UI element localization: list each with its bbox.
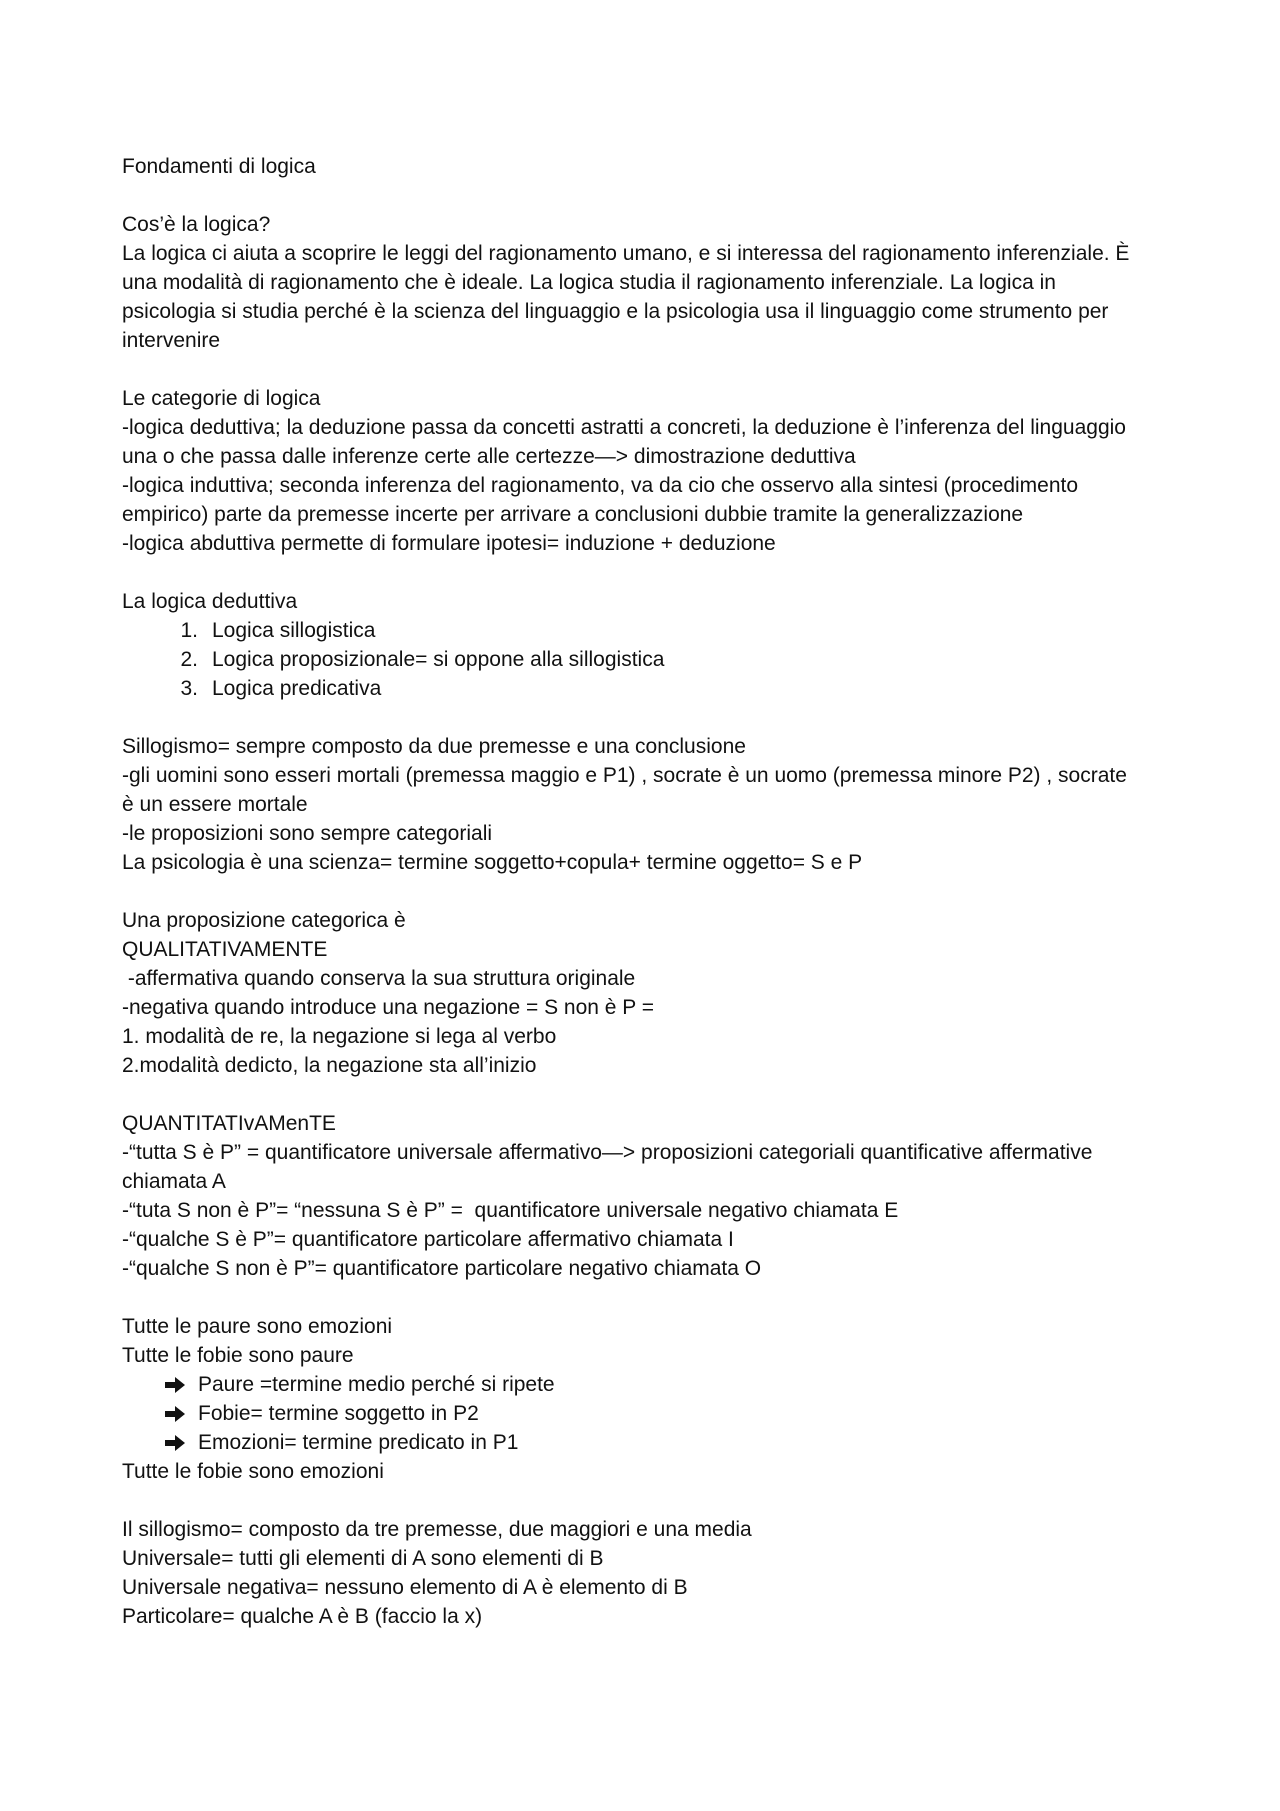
spacer — [122, 355, 1182, 384]
paragraph-line: 1. modalità de re, la negazione si lega al verbo — [122, 1025, 557, 1048]
spacer — [122, 558, 1182, 587]
paragraph-line: Sillogismo= sempre composto da due premesse e una conclusione — [122, 735, 746, 758]
paragraph-line: -logica induttiva; seconda inferenza del ragionamento, va da cio che osservo alla sintesi (procedimento — [122, 474, 1079, 497]
section-heading-cos-e-la-logica: Cos’è la logica? — [122, 213, 271, 236]
list-number: 3. — [180, 677, 198, 700]
paragraph-line: La psicologia è una scienza= termine soggetto+copula+ termine oggetto= S e P — [122, 851, 863, 874]
paragraph-line: Universale= tutti gli elementi di A sono elementi di B — [122, 1547, 604, 1570]
section-heading-categorie: Le categorie di logica — [122, 387, 321, 410]
paragraph-line: Tutte le fobie sono emozioni — [122, 1460, 384, 1483]
list-number: 1. — [180, 619, 198, 642]
paragraph-line: Tutte le fobie sono paure — [122, 1344, 354, 1367]
document-page — [122, 152, 1182, 1631]
arrow-right-icon — [164, 1370, 198, 1399]
paragraph-line: -“qualche S non è P”= quantificatore particolare negativo chiamata O — [122, 1257, 762, 1280]
paragraph-line: Particolare= qualche A è B (faccio la x) — [122, 1605, 483, 1628]
arrow-right-icon — [164, 1399, 198, 1428]
paragraph-line: QUALITATIVAMENTE — [122, 938, 328, 961]
paragraph-line: 2.modalità dedicto, la negazione sta all’inizio — [122, 1054, 537, 1077]
paragraph-line: -le proposizioni sono sempre categoriali — [122, 822, 493, 845]
spacer — [122, 1283, 1182, 1312]
paragraph-line: -affermativa quando conserva la sua struttura originale — [122, 967, 636, 990]
paragraph-line: -“tuta S non è P”= “nessuna S è P” = quantificatore universale negativo chiamata E — [122, 1199, 899, 1222]
paragraph-line: Il sillogismo= composto da tre premesse, due maggiori e una media — [122, 1518, 752, 1541]
paragraph-line: -negativa quando introduce una negazione = S non è P = — [122, 996, 655, 1019]
paragraph-line: Tutte le paure sono emozioni — [122, 1315, 393, 1338]
arrow-list-item — [122, 1370, 1182, 1399]
list-item-text: Logica proposizionale= si oppone alla sillogistica — [212, 648, 665, 671]
numbered-list-item — [122, 674, 1182, 703]
paragraph-line: -gli uomini sono esseri mortali (premessa maggio e P1) , socrate è un uomo (premessa minore P2) , socrate — [122, 764, 1127, 787]
numbered-list-item — [122, 616, 1182, 645]
arrow-item-text: Fobie= termine soggetto in P2 — [198, 1402, 479, 1425]
document-title: Fondamenti di logica — [122, 155, 316, 178]
section-heading-logica-deduttiva: La logica deduttiva — [122, 590, 298, 613]
paragraph-line: Una proposizione categorica è — [122, 909, 406, 932]
arrow-list-item — [122, 1428, 1182, 1457]
list-number: 2. — [180, 648, 198, 671]
arrow-item-text: Emozioni= termine predicato in P1 — [198, 1431, 519, 1454]
paragraph-line: La logica ci aiuta a scoprire le leggi del ragionamento umano, e si interessa del ragionamento inferenziale. È — [122, 242, 1130, 265]
arrow-item-text: Paure =termine medio perché si ripete — [198, 1373, 555, 1396]
paragraph-line: è un essere mortale — [122, 793, 308, 816]
numbered-list-item — [122, 645, 1182, 674]
spacer — [122, 877, 1182, 906]
paragraph-line: psicologia si studia perché è la scienza del linguaggio e la psicologia usa il linguaggio come strumento per — [122, 300, 1109, 323]
spacer — [122, 1080, 1182, 1109]
paragraph-line: -logica abduttiva permette di formulare ipotesi= induzione + deduzione — [122, 532, 776, 555]
paragraph-line: QUANTITATIvAMenTE — [122, 1112, 336, 1135]
arrow-list-item — [122, 1399, 1182, 1428]
paragraph-line: una modalità di ragionamento che è ideale. La logica studia il ragionamento inferenziale. La logica in — [122, 271, 1056, 294]
paragraph-line: -logica deduttiva; la deduzione passa da concetti astratti a concreti, la deduzione è l’inferenza del linguaggio — [122, 416, 1126, 439]
paragraph-line: Universale negativa= nessuno elemento di A è elemento di B — [122, 1576, 688, 1599]
paragraph-line: -“qualche S è P”= quantificatore particolare affermativo chiamata I — [122, 1228, 734, 1251]
paragraph-line: intervenire — [122, 329, 221, 352]
spacer — [122, 181, 1182, 210]
paragraph-line: una o che passa dalle inferenze certe alle certezze—> dimostrazione deduttiva — [122, 445, 856, 468]
spacer — [122, 1486, 1182, 1515]
spacer — [122, 703, 1182, 732]
paragraph-line: -“tutta S è P” = quantificatore universale affermativo—> proposizioni categoriali quantificative affermative — [122, 1141, 1093, 1164]
list-item-text: Logica sillogistica — [212, 619, 376, 642]
list-item-text: Logica predicativa — [212, 677, 382, 700]
paragraph-line: chiamata A — [122, 1170, 226, 1193]
arrow-right-icon — [164, 1428, 198, 1457]
paragraph-line: empirico) parte da premesse incerte per arrivare a conclusioni dubbie tramite la generalizzazione — [122, 503, 1024, 526]
